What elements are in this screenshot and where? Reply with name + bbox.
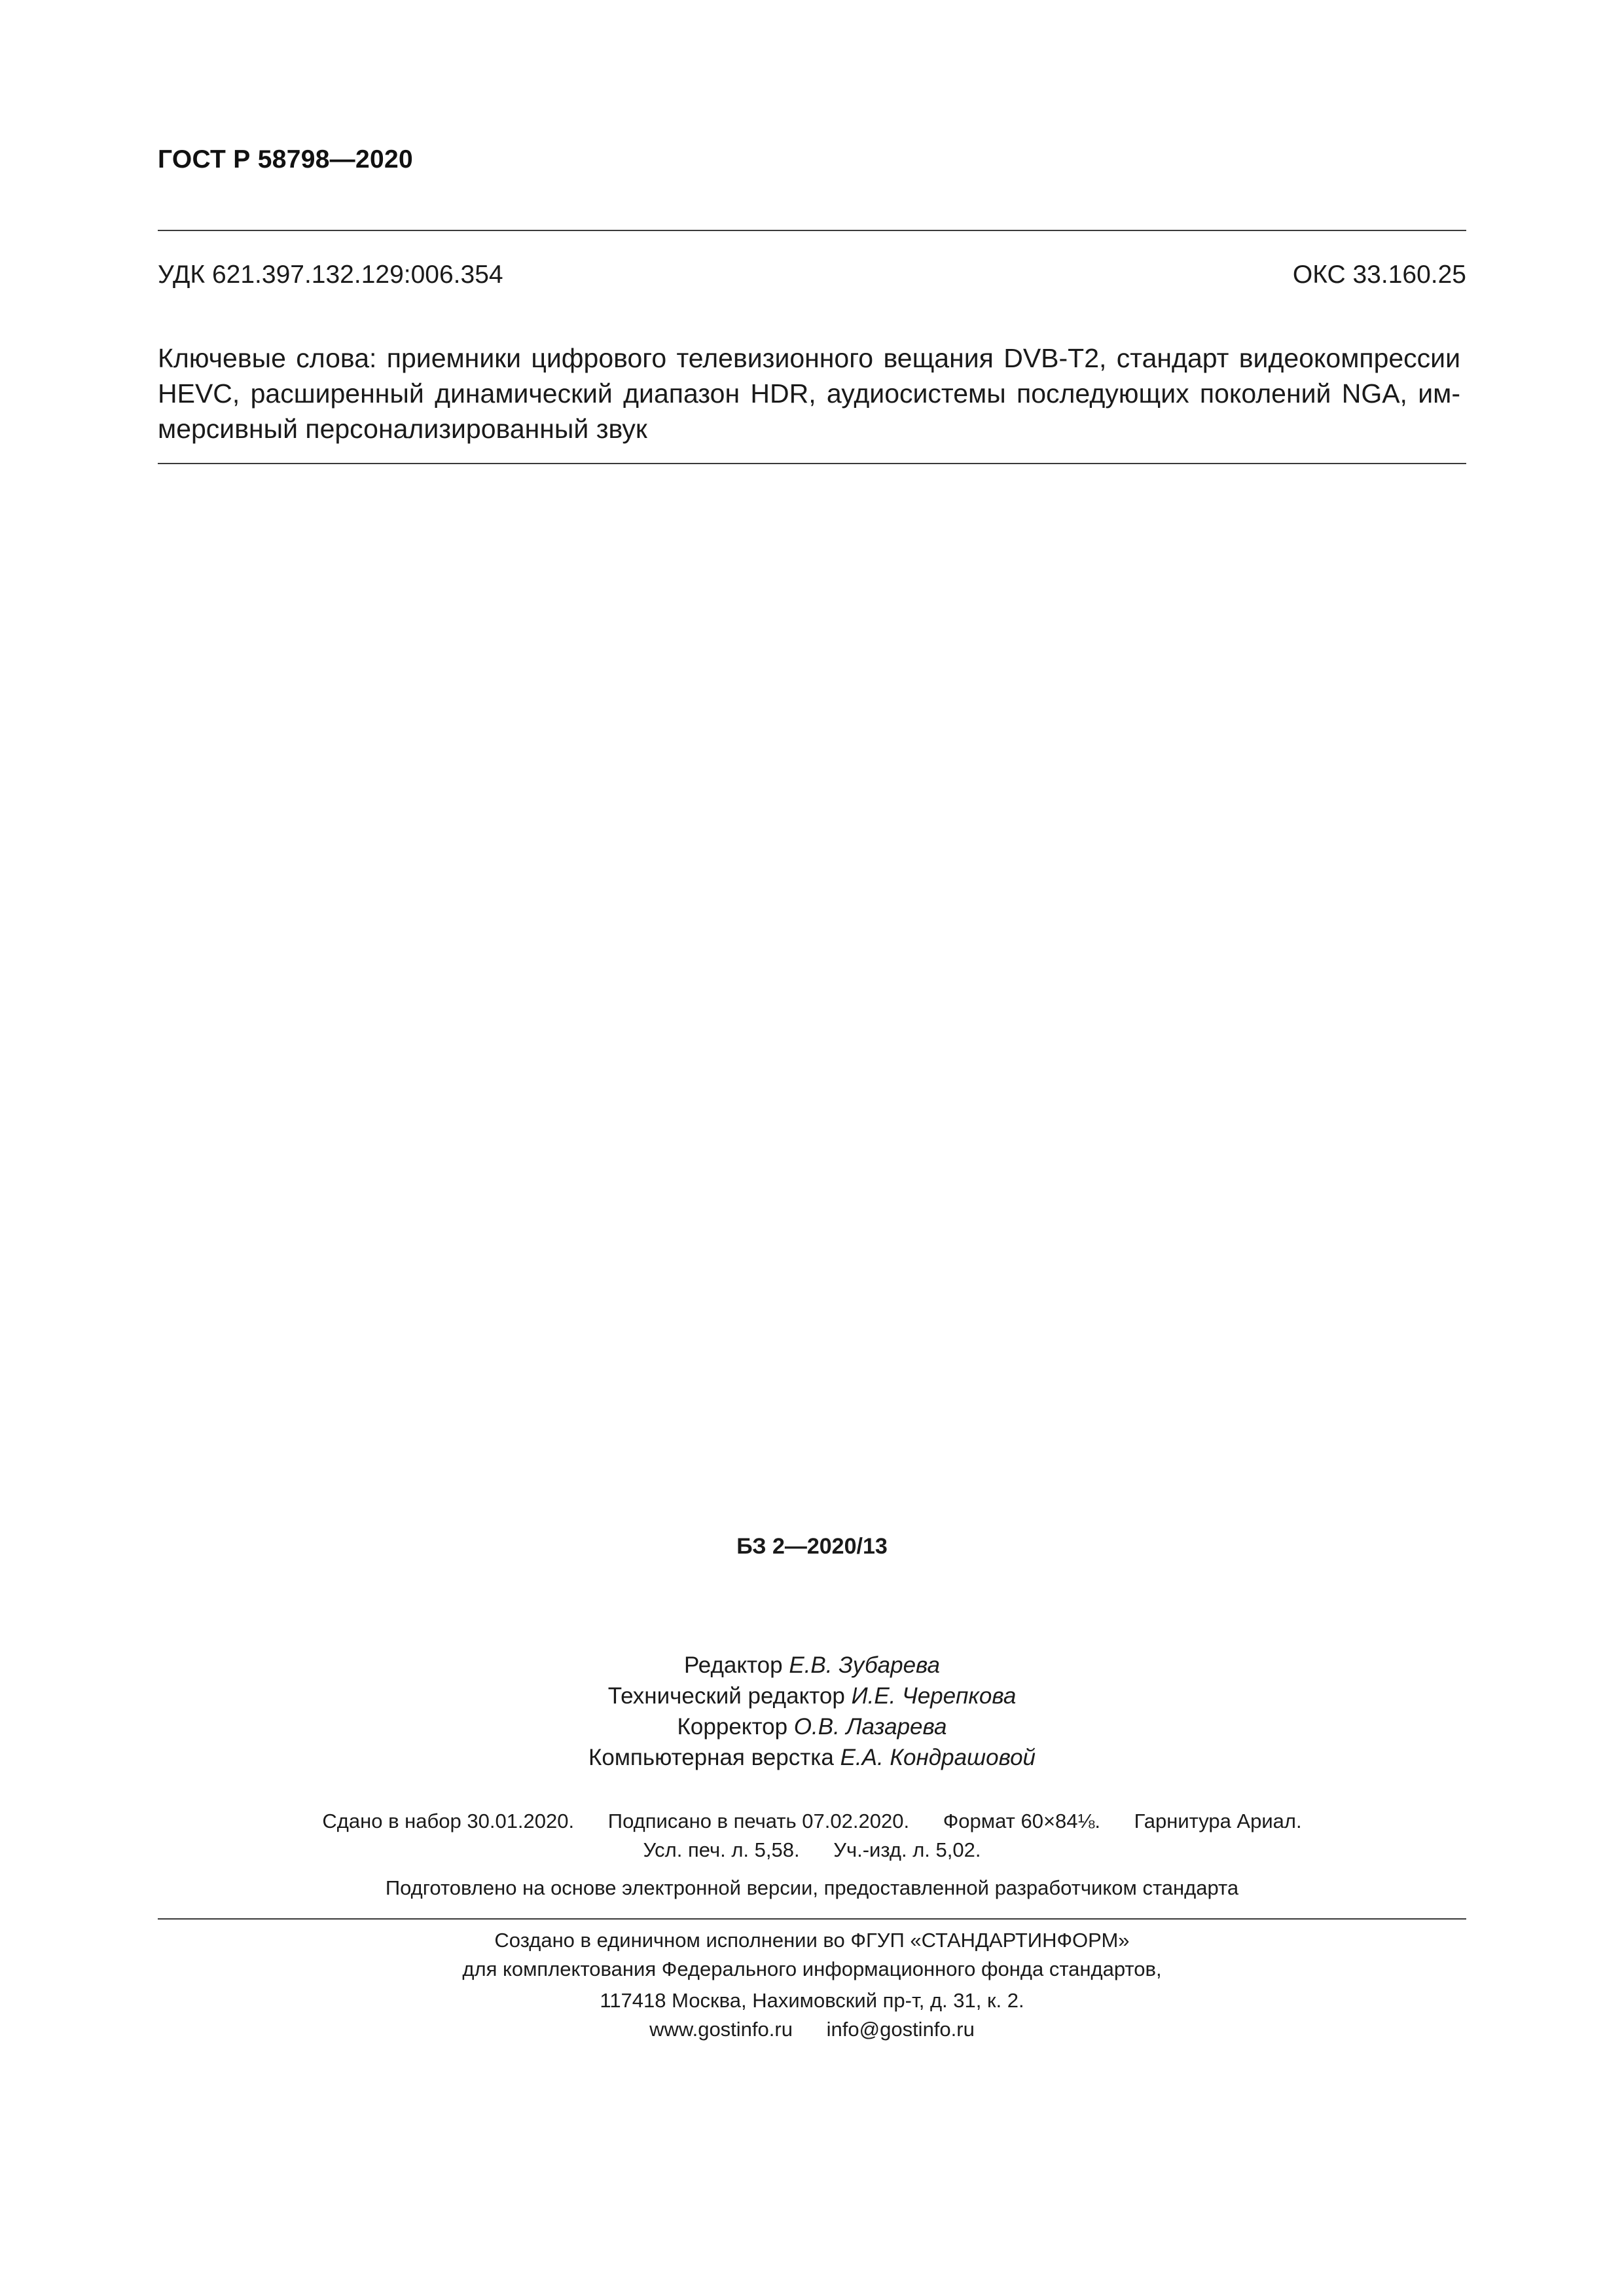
credit-role: Технический редактор: [607, 1683, 845, 1709]
standard-code: ГОСТ Р 58798—2020: [158, 145, 413, 173]
prepared-note: Подготовлено на основе электронной версии, предоставленной разработчиком стандарта: [385, 1876, 1239, 1899]
credit-tech-editor: [0, 1681, 1624, 1711]
credit-person: И.Е. Черепкова: [851, 1683, 1017, 1709]
credit-role: Редактор: [683, 1652, 783, 1678]
udk-code: УДК 621.397.132.129:006.354: [158, 261, 503, 289]
address-line: 117418 Москва, Нахимовский пр-т, д. 31, к. 2.: [600, 1989, 1024, 2012]
keywords-line: HEVC, расширенный динамический диапазон HDR, аудиосистемы последующих поколений NGA, им-: [158, 378, 1460, 409]
keywords-paragraph: [158, 340, 1460, 446]
bz-number: БЗ 2—2020/13: [736, 1534, 888, 1559]
print-info: [0, 1807, 1624, 1865]
credit-role: Корректор: [677, 1714, 788, 1740]
credits-block: [0, 1650, 1624, 1773]
footer-divider: [158, 1918, 1466, 1920]
top-divider: [158, 230, 1466, 231]
keywords-line: Ключевые слова: приемники цифрового телевизионного вещания DVB-T2, стандарт видеокомпрессии: [158, 343, 1460, 373]
created-line: Создано в единичном исполнении во ФГУП «СТАНДАРТИНФОРМ»: [494, 1929, 1130, 1952]
oks-code: ОКС 33.160.25: [1292, 261, 1466, 289]
publisher-address: [0, 1986, 1624, 2044]
credit-role: Компьютерная верстка: [588, 1745, 834, 1770]
credit-person: О.В. Лазарева: [793, 1714, 947, 1740]
credit-editor: [0, 1650, 1624, 1681]
credit-corrector: [0, 1711, 1624, 1742]
credit-person: Е.А. Кондрашовой: [840, 1745, 1036, 1770]
print-info-line: Усл. печ. л. 5,58. Уч.-изд. л. 5,02.: [643, 1838, 981, 1861]
created-line: для комплектования Федерального информационного фонда стандартов,: [462, 1958, 1162, 1980]
keywords-line: мерсивный персонализированный звук: [158, 414, 647, 444]
contacts-line: www.gostinfo.ru info@gostinfo.ru: [649, 2018, 975, 2041]
print-info-line: Сдано в набор 30.01.2020. Подписано в печать 07.02.2020. Формат 60×84⅛. Гарнитура Ариал.: [322, 1810, 1302, 1832]
keywords-divider: [158, 463, 1466, 464]
created-note: [0, 1926, 1624, 1984]
credit-layout: [0, 1742, 1624, 1773]
credit-person: Е.В. Зубарева: [789, 1652, 941, 1678]
